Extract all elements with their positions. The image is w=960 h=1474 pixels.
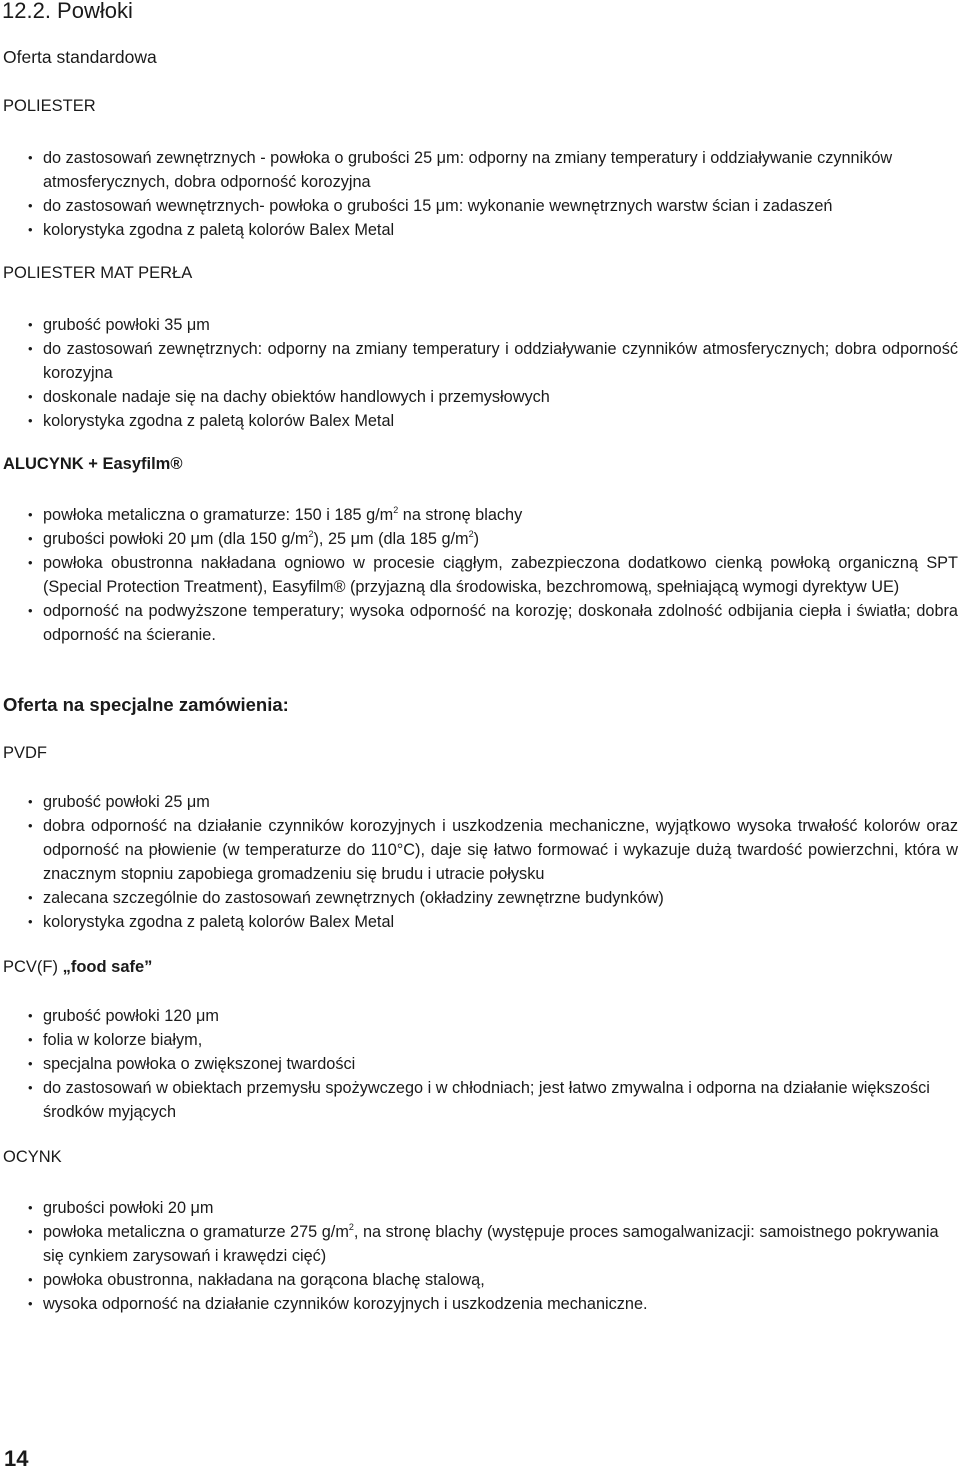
list-item: • powłoka obustronna nakładana ogniowo w procesie ciągłym, zabezpieczona dodatkowo cienką powłoką organiczną SPT (Special Protection Treatment), Easyfilm® (przyjazną dla środowiska, bezchromową, spełniającą wymogi dyrektyw UE) bbox=[28, 551, 958, 599]
bullet-list-ocynk bbox=[28, 1196, 958, 1316]
list-item: • powłoka obustronna, nakładana na gorącona blachę stalową, bbox=[28, 1268, 958, 1292]
list-item: • do zastosowań w obiektach przemysłu spożywczego i w chłodniach; jest łatwo zmywalna i odporna na działanie większości środków myjących bbox=[28, 1076, 958, 1124]
bullet-list-poliester bbox=[28, 146, 958, 242]
section-title: 12.2. Powłoki bbox=[2, 0, 133, 23]
heading-pvdf: PVDF bbox=[3, 744, 48, 762]
list-item: • folia w kolorze białym, bbox=[28, 1028, 958, 1052]
page-number: 14 bbox=[4, 1446, 29, 1471]
list-item: • grubość powłoki 35 μm bbox=[28, 313, 958, 337]
list-item: • kolorystyka zgodna z paletą kolorów Balex Metal bbox=[28, 218, 958, 242]
list-item: • kolorystyka zgodna z paletą kolorów Balex Metal bbox=[28, 409, 958, 433]
bullet-list-pvdf bbox=[28, 790, 958, 934]
heading-poliester-mat-perla: POLIESTER MAT PERŁA bbox=[3, 264, 193, 282]
heading-ocynk: OCYNK bbox=[3, 1148, 62, 1166]
list-item: • do zastosowań zewnętrznych: odporny na zmiany temperatury i oddziaływanie czynników atmosferycznych; dobra odporność korozyjna bbox=[28, 337, 958, 385]
bullet-list-alucynk bbox=[28, 503, 958, 647]
list-item: • grubości powłoki 20 μm (dla 150 $g/m^2$), 25 μm (dla 185 $g/m^2$) bbox=[28, 527, 958, 551]
list-item: • doskonale nadaje się na dachy obiektów handlowych i przemysłowych bbox=[28, 385, 958, 409]
list-item: • dobra odporność na działanie czynników korozyjnych i uszkodzenia mechaniczne, wyjątkowo wysoka trwałość kolorów oraz odporność na płowienie (w temperaturze do 110°C), daje się łatwo formować i wykazuje dużą twardość powierzchni, która w znacznym stopniu zapobiega gromadzeniu się brudu i utracie połysku bbox=[28, 814, 958, 886]
list-item: • grubość powłoki 25 μm bbox=[28, 790, 958, 814]
heading-poliester: POLIESTER bbox=[3, 97, 96, 115]
list-item: • kolorystyka zgodna z paletą kolorów Balex Metal bbox=[28, 910, 958, 934]
bullet-list-pcvf bbox=[28, 1004, 958, 1124]
list-item: • specjalna powłoka o zwiększonej twardości bbox=[28, 1052, 958, 1076]
heading-pcvf-food-safe: PCV(F) „food safe” bbox=[3, 958, 153, 976]
bullet-list-poliester-mat bbox=[28, 313, 958, 433]
list-item: • do zastosowań wewnętrznych- powłoka o grubości 15 μm: wykonanie wewnętrznych warstw ścian i zadaszeń bbox=[28, 194, 958, 218]
list-item: • powłoka metaliczna o gramaturze 275 $g/m^2$, na stronę blachy (występuje proces samogalwanizacji: samoistnego pokrywania się cynkiem zarysowań i krawędzi cięć) bbox=[28, 1220, 958, 1268]
heading-alucynk-easyfilm: ALUCYNK + Easyfilm® bbox=[3, 455, 183, 473]
list-item: • grubości powłoki 20 μm bbox=[28, 1196, 958, 1220]
list-item: • powłoka metaliczna o gramaturze: 150 i 185 $g/m^2$ na stronę blachy bbox=[28, 503, 958, 527]
list-item: • grubość powłoki 120 μm bbox=[28, 1004, 958, 1028]
list-item: • wysoka odporność na działanie czynników korozyjnych i uszkodzenia mechaniczne. bbox=[28, 1292, 958, 1316]
subsection-title-special-order: Oferta na specjalne zamówienia: bbox=[3, 694, 289, 715]
list-item: • do zastosowań zewnętrznych - powłoka o grubości 25 μm: odporny na zmiany temperatury i oddziaływanie czynników atmosferycznych, dobra odporność korozyjna bbox=[28, 146, 958, 194]
list-item: • odporność na podwyższone temperatury; wysoka odporność na korozję; doskonała zdolność odbijania ciepła i światła; dobra odporność na ścieranie. bbox=[28, 599, 958, 647]
subsection-title-standard-offer: Oferta standardowa bbox=[3, 47, 157, 67]
list-item: • zalecana szczególnie do zastosowań zewnętrznych (okładziny zewnętrzne budynków) bbox=[28, 886, 958, 910]
